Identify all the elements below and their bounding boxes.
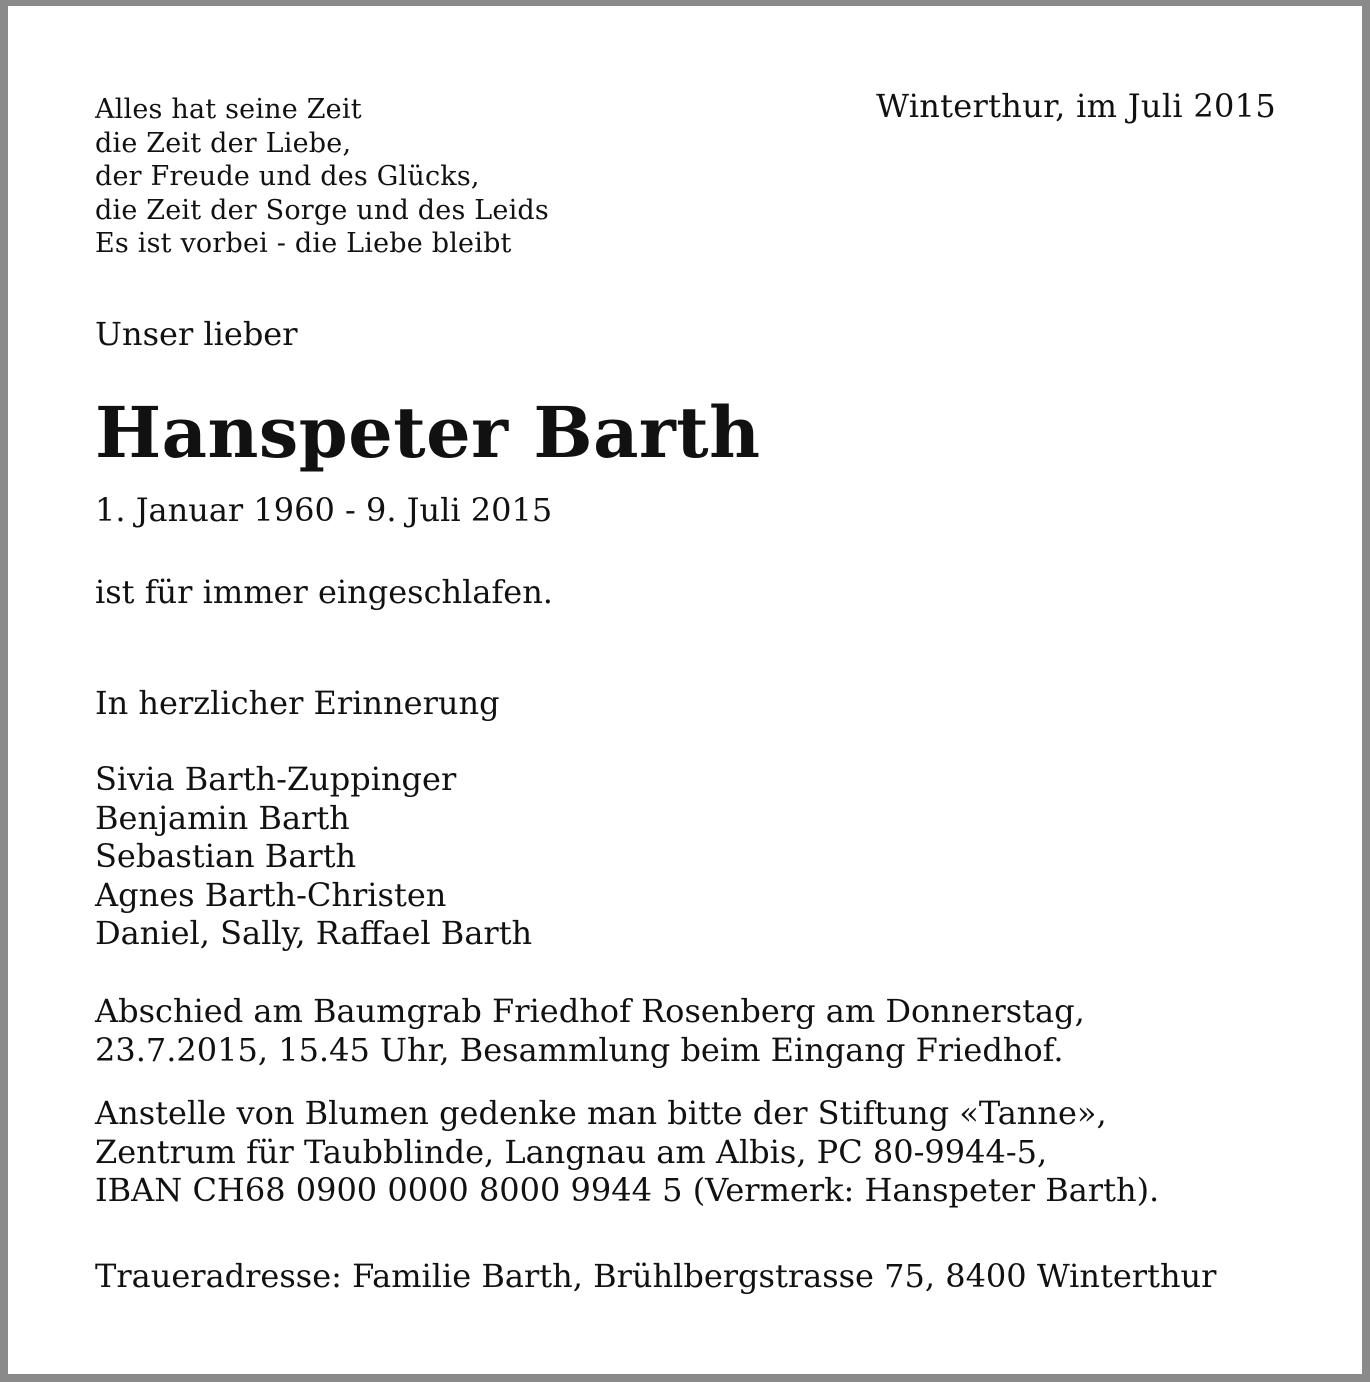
intro-text: Unser lieber [95, 315, 298, 353]
donation-line: Zentrum für Taubblinde, Langnau am Albis, PC 80-9944-5, [95, 1132, 1048, 1171]
farewell-line: Abschied am Baumgrab Friedhof Rosenberg am Donnerstag, [95, 992, 1085, 1030]
donation-notice [95, 1094, 1159, 1210]
mourning-address: Traueradresse: Familie Barth, Brühlbergstrasse 75, 8400 Winterthur [95, 1257, 1217, 1295]
obituary-page [8, 6, 1362, 1374]
poem-line: Alles hat seine Zeit [95, 94, 362, 125]
statement-text: ist für immer eingeschlafen. [95, 573, 553, 611]
memory-line: In herzlicher Erinnerung [95, 684, 500, 722]
poem-line: die Zeit der Liebe, [95, 127, 352, 159]
donation-line: Anstelle von Blumen gedenke man bitte der Stiftung «Tanne», [95, 1094, 1107, 1132]
deceased-name: Hanspeter Barth [95, 391, 761, 474]
life-dates: 1. Januar 1960 - 9. Juli 2015 [95, 491, 553, 529]
mourner-name: Sivia Barth-Zuppinger [95, 760, 457, 798]
donation-line: IBAN CH68 0900 0000 8000 9944 5 (Vermerk: Hanspeter Barth). [95, 1171, 1160, 1209]
place-date: Winterthur, im Juli 2015 [876, 87, 1276, 125]
farewell-notice [95, 992, 1085, 1069]
poem-line: die Zeit der Sorge und des Leids [95, 194, 549, 226]
farewell-line: 23.7.2015, 15.45 Uhr, Besammlung beim Eingang Friedhof. [95, 1030, 1064, 1069]
poem [95, 93, 549, 261]
poem-line: Es ist vorbei - die Liebe bleibt [95, 228, 512, 259]
poem-line: der Freude und des Glücks, [95, 161, 480, 192]
mourner-name: Agnes Barth-Christen [95, 875, 447, 914]
mourner-name: Daniel, Sally, Raffael Barth [95, 914, 533, 952]
mourners-list [95, 760, 532, 953]
mourner-name: Benjamin Barth [95, 798, 350, 837]
mourner-name: Sebastian Barth [95, 837, 357, 875]
